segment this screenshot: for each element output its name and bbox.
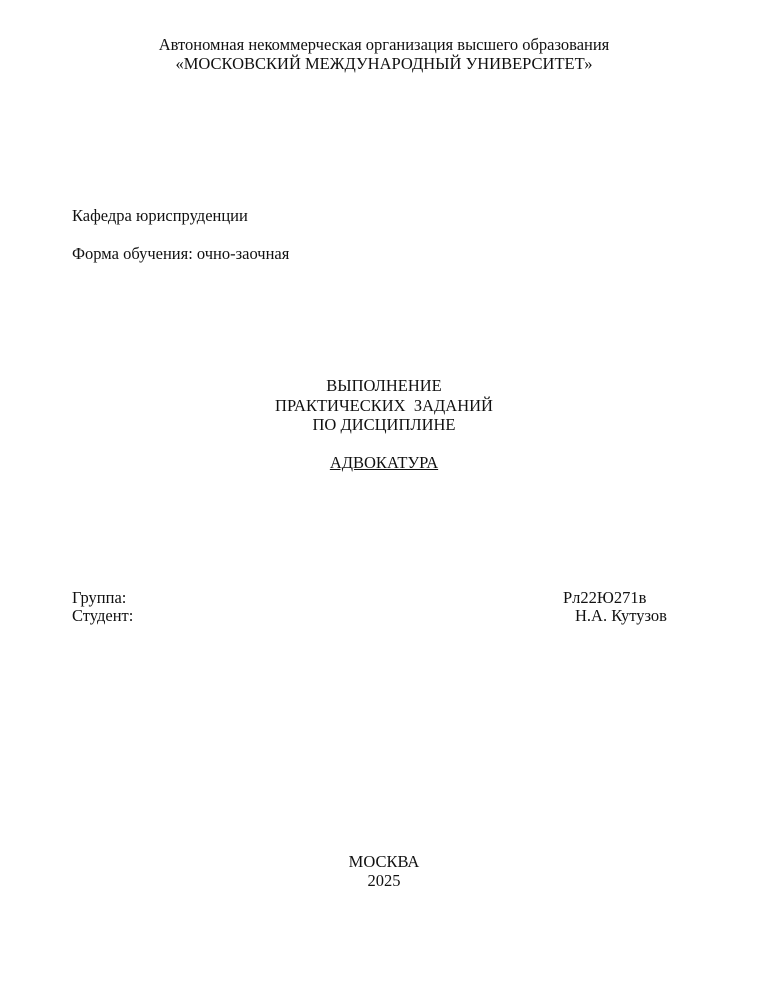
student-label: Студент: xyxy=(72,606,134,625)
title-line-3: ПО ДИСЦИПЛИНЕ xyxy=(312,415,456,434)
year: 2025 xyxy=(367,871,401,890)
title-line-1: ВЫПОЛНЕНИЕ xyxy=(326,376,442,395)
title-line-2: ПРАКТИЧЕСКИХ ЗАДАНИЙ xyxy=(275,396,493,415)
group-label: Группа: xyxy=(72,588,127,607)
study-form: Форма обучения: очно-заочная xyxy=(72,244,290,263)
group-value: Рл22Ю271в xyxy=(563,588,647,607)
university-name: «МОСКОВСКИЙ МЕЖДУНАРОДНЫЙ УНИВЕРСИТЕТ» xyxy=(175,54,593,73)
student-value: Н.А. Кутузов xyxy=(575,606,667,625)
organization-line: Автономная некоммерческая организация высшего образования xyxy=(158,35,610,54)
department: Кафедра юриспруденции xyxy=(72,206,248,225)
discipline-name xyxy=(0,452,768,473)
city: МОСКВА xyxy=(348,852,420,871)
discipline-text: АДВОКАТУРА xyxy=(329,453,439,472)
